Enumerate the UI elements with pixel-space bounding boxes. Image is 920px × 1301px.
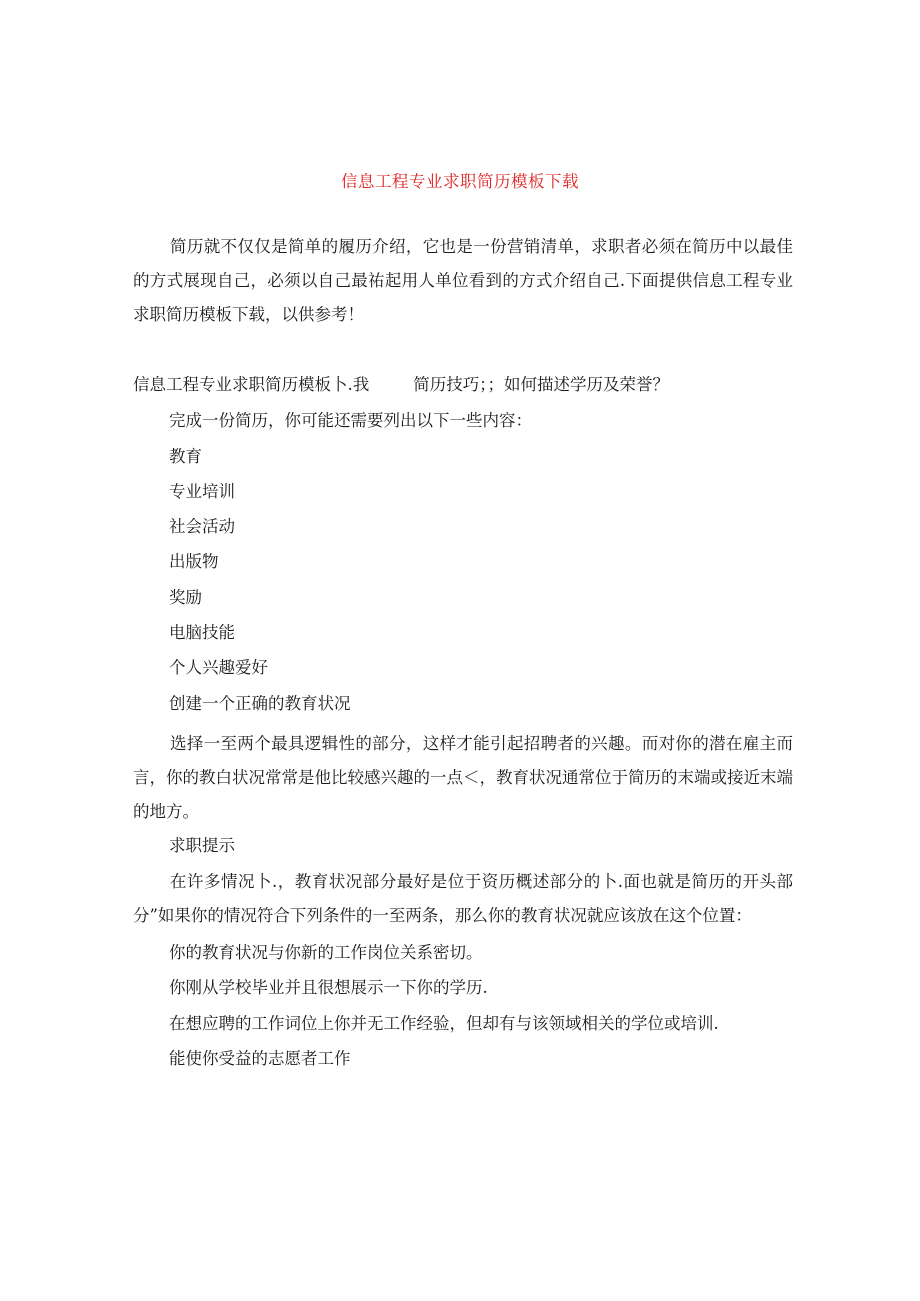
document-title: 信息工程专业求职简历模板下载: [341, 172, 579, 191]
list-item-training: 专业培训: [169, 482, 235, 501]
condition-item: 你的教育状况与你新的工作岗位关系密切。: [169, 943, 483, 962]
list-item-education: 教育: [169, 447, 202, 466]
list-item-computer-skills: 电脑技能: [169, 623, 235, 642]
section-heading-part1: 信息工程专业求职简历模板卜.我: [133, 375, 370, 394]
list-item-education-status: 创建一个正确的教育状况: [169, 694, 351, 713]
tip-paragraph: 在许多情况卜.，教育状况部分最好是位于资历概述部分的卜.面也就是简历的开头部分”如果你的情况符合下列条件的一至两条，那么你的教育状况就应该放在这个位置：: [133, 872, 793, 925]
list-item-awards: 奖励: [169, 588, 202, 607]
list-item-social: 社会活动: [169, 517, 235, 536]
education-paragraph: 选择一至两个最具逻辑性的部分，这样才能引起招聘者的兴趣。而对你的潜在雇主而言，你的教白状况常常是他比较感兴趣的一点＜，教育状况通常位于简历的末端或接近末端的地方。: [133, 734, 793, 821]
condition-item: 在想应聘的工作词位上你并无工作经验，但却有与该领域相关的学位或培训.: [169, 1014, 719, 1033]
section-heading: [133, 374, 669, 396]
intro-paragraph: 简历就不仅仅是简单的履历介绍，它也是一份营销清单，求职者必须在简历中以最佳的方式展现自己，必须以自己最祐起用人单位看到的方式介绍自己.下面提供信息工程专业求职简历模板下载，以供参考！: [133, 237, 793, 324]
list-item-publications: 出版物: [169, 552, 219, 571]
condition-item: 你刚从学校毕业并且很想展示一下你的学历.: [169, 978, 488, 997]
condition-item: 能使你受益的志愿者工作: [169, 1049, 351, 1068]
list-intro: 完成一份简历，你可能还需要列出以下一些内容：: [169, 411, 532, 430]
section-heading-part2: 简历技巧；；如何描述学历及荣誉？: [413, 375, 669, 394]
list-item-interests: 个人兴趣爱好: [169, 658, 268, 677]
tip-heading: 求职提示: [169, 836, 235, 855]
